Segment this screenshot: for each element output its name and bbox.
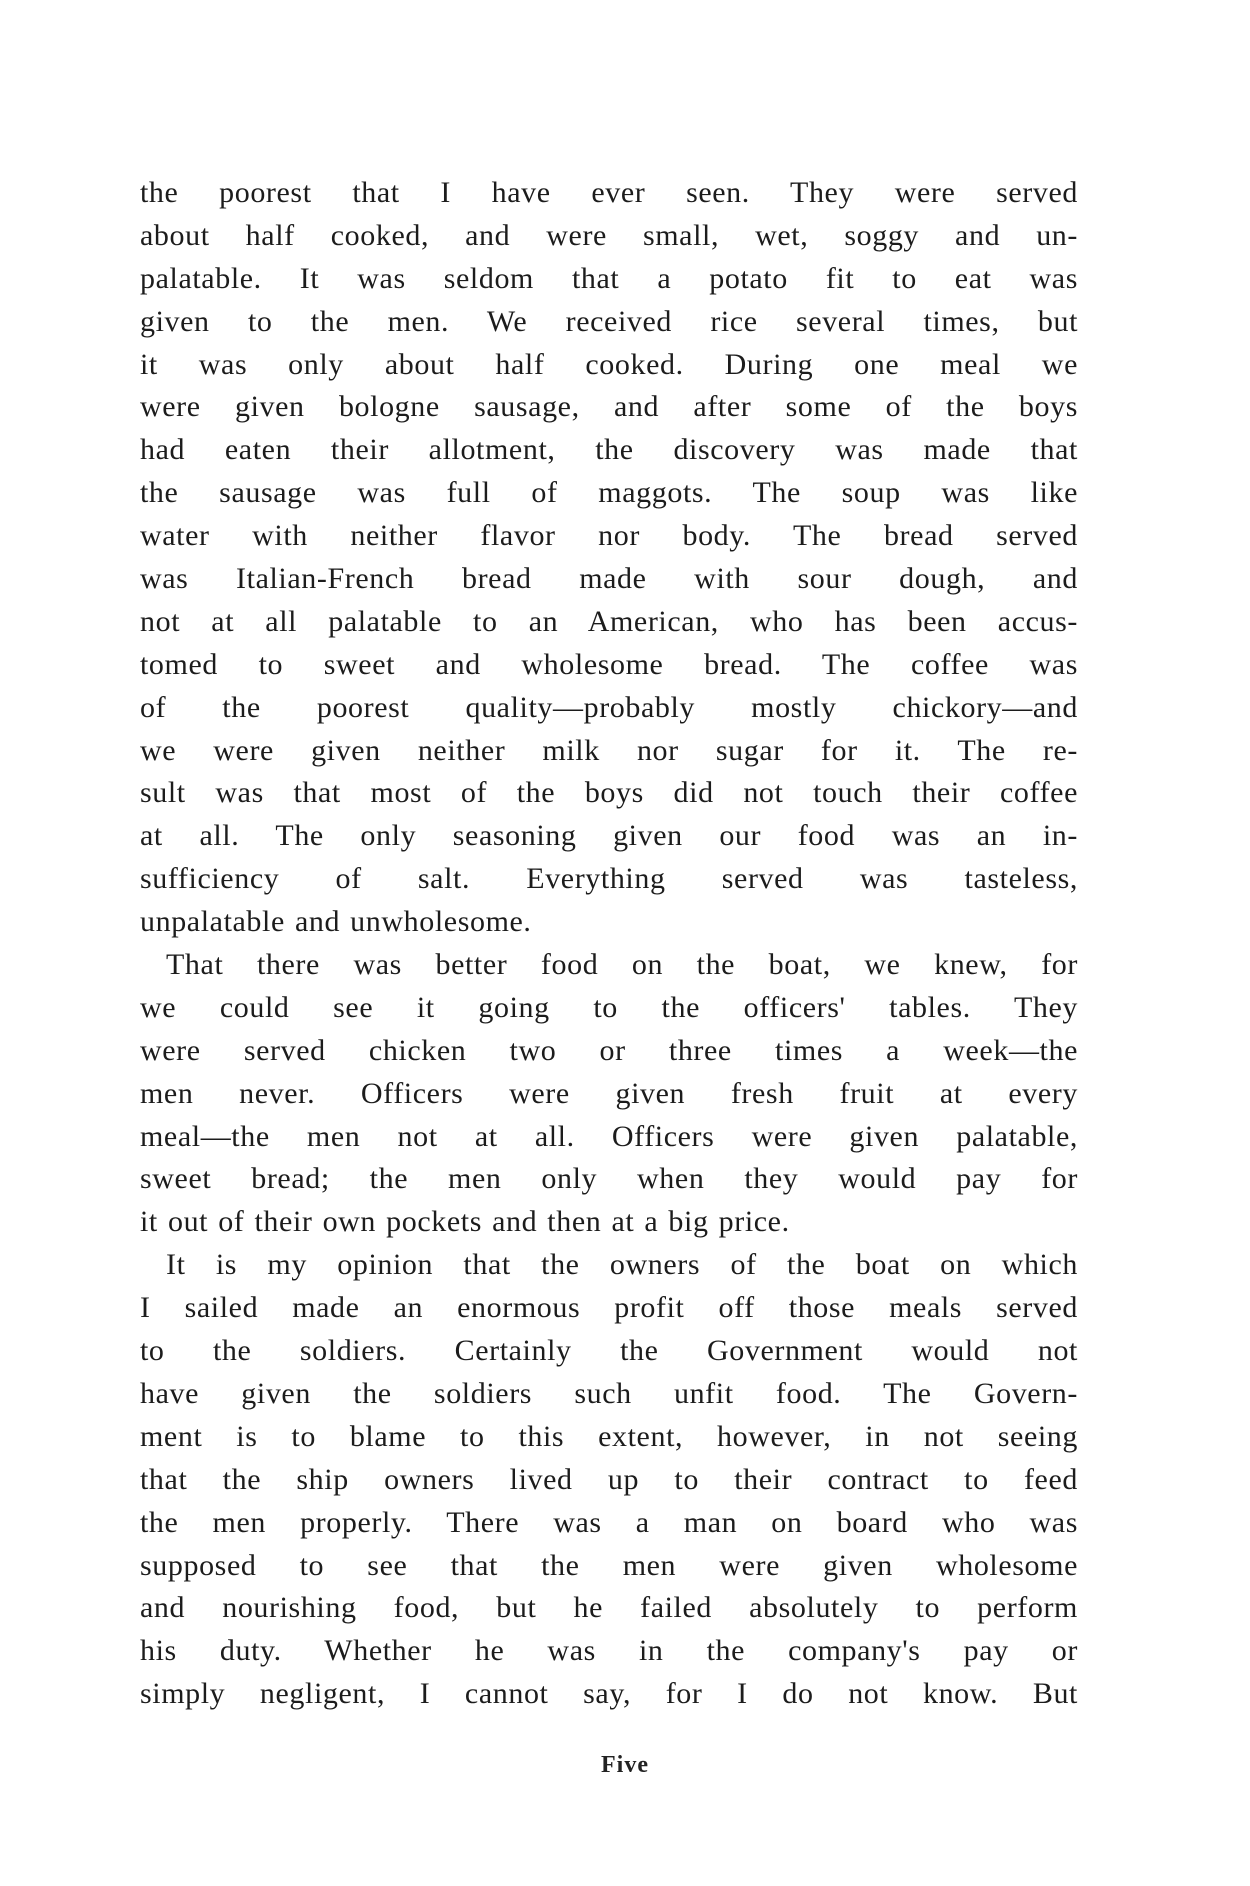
text-line: men never. Officers were given fresh fruit at every: [140, 1076, 1078, 1110]
text-line: the poorest that I have ever seen. They were served: [140, 176, 1078, 209]
paragraph: [140, 944, 1078, 1244]
text-line: sufficiency of salt. Everything served was tasteless,: [140, 862, 1078, 896]
text-line: have given the soldiers such unfit food. The Govern-: [140, 1376, 1078, 1410]
text-line: simply negligent, I cannot say, for I do not know. But: [140, 1677, 1078, 1711]
text-line: we could see it going to the officers' tables. They: [140, 990, 1078, 1024]
text-line: his duty. Whether he was in the company's pay or: [140, 1634, 1078, 1668]
page-body: [140, 172, 1078, 1716]
text-line: were given bologne sausage, and after some of the boys: [140, 390, 1078, 424]
text-line: we were given neither milk nor sugar for it. The re-: [140, 733, 1078, 767]
text-line: I sailed made an enormous profit off those meals served: [140, 1291, 1078, 1325]
text-line: it was only about half cooked. During one meal we: [140, 347, 1078, 381]
text-line: meal—the men not at all. Officers were given palatable,: [140, 1119, 1078, 1153]
text-line: that the ship owners lived up to their contract to feed: [140, 1462, 1078, 1496]
text-line: the men properly. There was a man on board who was: [140, 1505, 1078, 1539]
text-line: not at all palatable to an American, who has been accus-: [140, 604, 1078, 638]
text-line: supposed to see that the men were given wholesome: [140, 1548, 1078, 1582]
text-line: and nourishing food, but he failed absolutely to perform: [140, 1591, 1078, 1625]
text-line: It is my opinion that the owners of the boat on which: [166, 1248, 1078, 1282]
text-line: tomed to sweet and wholesome bread. The coffee was: [140, 647, 1078, 681]
text-line: to the soldiers. Certainly the Government would not: [140, 1334, 1078, 1368]
text-line: of the poorest quality—probably mostly chickory—and: [140, 690, 1078, 724]
text-line: given to the men. We received rice several times, but: [140, 304, 1078, 338]
text-line: palatable. It was seldom that a potato fit to eat was: [140, 261, 1078, 295]
text-line: at all. The only seasoning given our food was an in-: [140, 819, 1078, 853]
text-line: it out of their own pockets and then at a big price.: [140, 1205, 790, 1239]
text-line: ment is to blame to this extent, however, in not seeing: [140, 1419, 1078, 1453]
text-line: sult was that most of the boys did not touch their coffee: [140, 776, 1078, 810]
text-line: was Italian-French bread made with sour dough, and: [140, 562, 1078, 596]
text-line: water with neither flavor nor body. The bread served: [140, 519, 1078, 553]
text-line: the sausage was full of maggots. The soup was like: [140, 476, 1078, 510]
text-line: were served chicken two or three times a week—the: [140, 1033, 1078, 1067]
text-line: That there was better food on the boat, we knew, for: [166, 948, 1078, 982]
page-number: Five: [601, 1752, 649, 1778]
paragraph: [140, 172, 1078, 944]
text-line: had eaten their allotment, the discovery was made that: [140, 433, 1078, 467]
text-line: sweet bread; the men only when they would pay for: [140, 1162, 1078, 1196]
text-line: unpalatable and unwholesome.: [140, 905, 532, 939]
paragraph: [140, 1244, 1078, 1716]
text-line: about half cooked, and were small, wet, soggy and un-: [140, 218, 1078, 252]
